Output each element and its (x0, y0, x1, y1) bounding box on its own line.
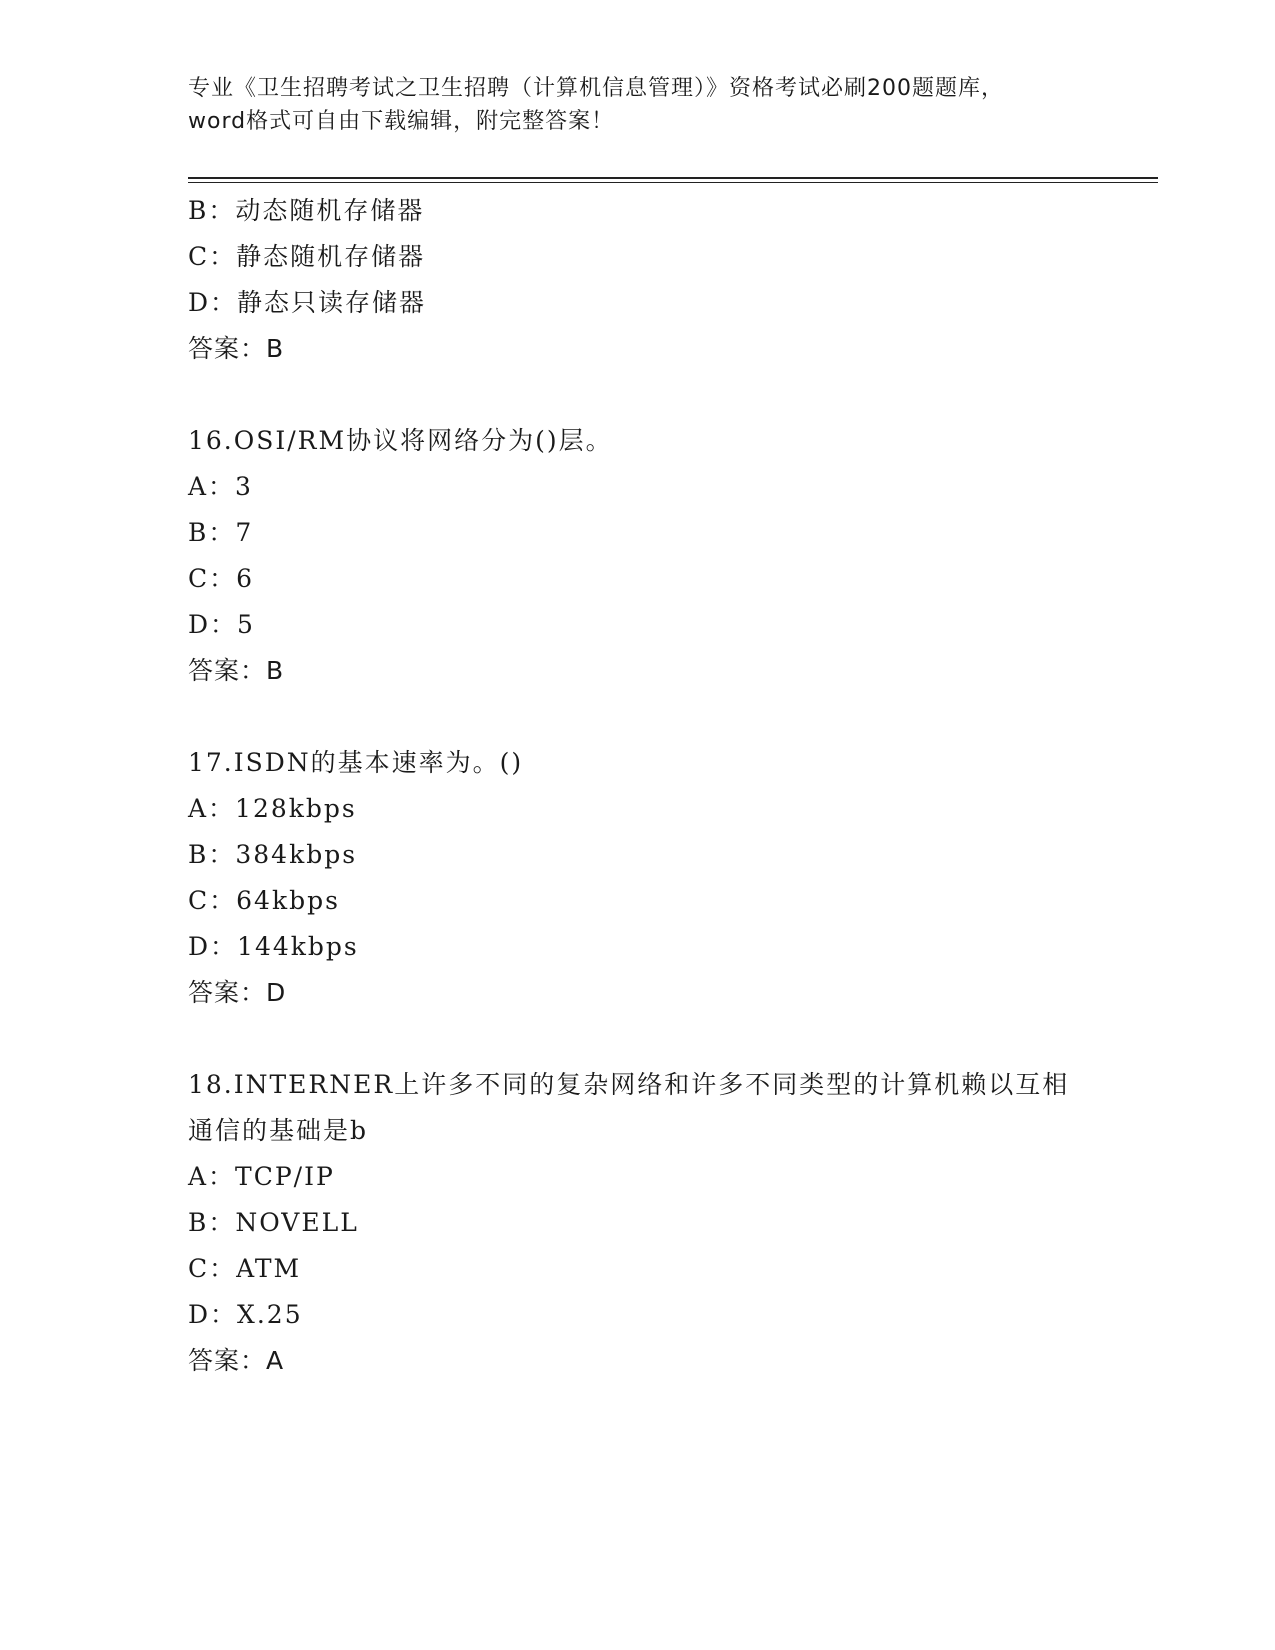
spacer (188, 372, 1108, 418)
question-16 (188, 418, 1108, 694)
option-b: B：7 (188, 518, 254, 547)
option-b: B：NOVELL (188, 1208, 359, 1237)
option-b: B：动态随机存储器 (188, 196, 425, 225)
option-d: D：X.25 (188, 1300, 303, 1329)
option-c: C：ATM (188, 1254, 302, 1283)
question-stem-continued: 通信的基础是b (188, 1116, 369, 1145)
spacer (188, 1016, 1108, 1062)
option-c: C：6 (188, 564, 255, 593)
option-a: A：3 (188, 472, 253, 501)
option-c: C：静态随机存储器 (188, 242, 426, 271)
option-b: B：384kbps (188, 840, 358, 869)
header-rule-thick (188, 177, 1158, 179)
question-stem: 18.INTERNER上许多不同的复杂网络和许多不同类型的计算机赖以互相 (188, 1070, 1070, 1099)
question-18 (188, 1062, 1108, 1384)
spacer (188, 694, 1108, 740)
header-line-1: 专业《卫生招聘考试之卫生招聘（计算机信息管理）》资格考试必刷200题题库， (188, 76, 1004, 101)
answer-line: 答案：B (188, 334, 285, 363)
option-c: C：64kbps (188, 886, 340, 915)
option-d: D：5 (188, 610, 255, 639)
option-d: D：144kbps (188, 932, 359, 961)
header-line-2: word格式可自由下载编辑，附完整答案！ (188, 109, 615, 134)
option-d: D：静态只读存储器 (188, 288, 427, 317)
question-17 (188, 740, 1108, 1016)
question-stem: 16.OSI/RM协议将网络分为()层。 (188, 426, 613, 455)
option-a: A：TCP/IP (188, 1162, 335, 1191)
question-15-continued (188, 188, 1108, 372)
header-rule-thin (188, 182, 1158, 183)
document-body (188, 188, 1108, 1384)
answer-line: 答案：D (188, 978, 287, 1007)
document-header (188, 72, 1088, 138)
question-stem: 17.ISDN的基本速率为。() (188, 748, 524, 777)
answer-line: 答案：B (188, 656, 285, 685)
answer-line: 答案：A (188, 1346, 285, 1375)
option-a: A：128kbps (188, 794, 357, 823)
